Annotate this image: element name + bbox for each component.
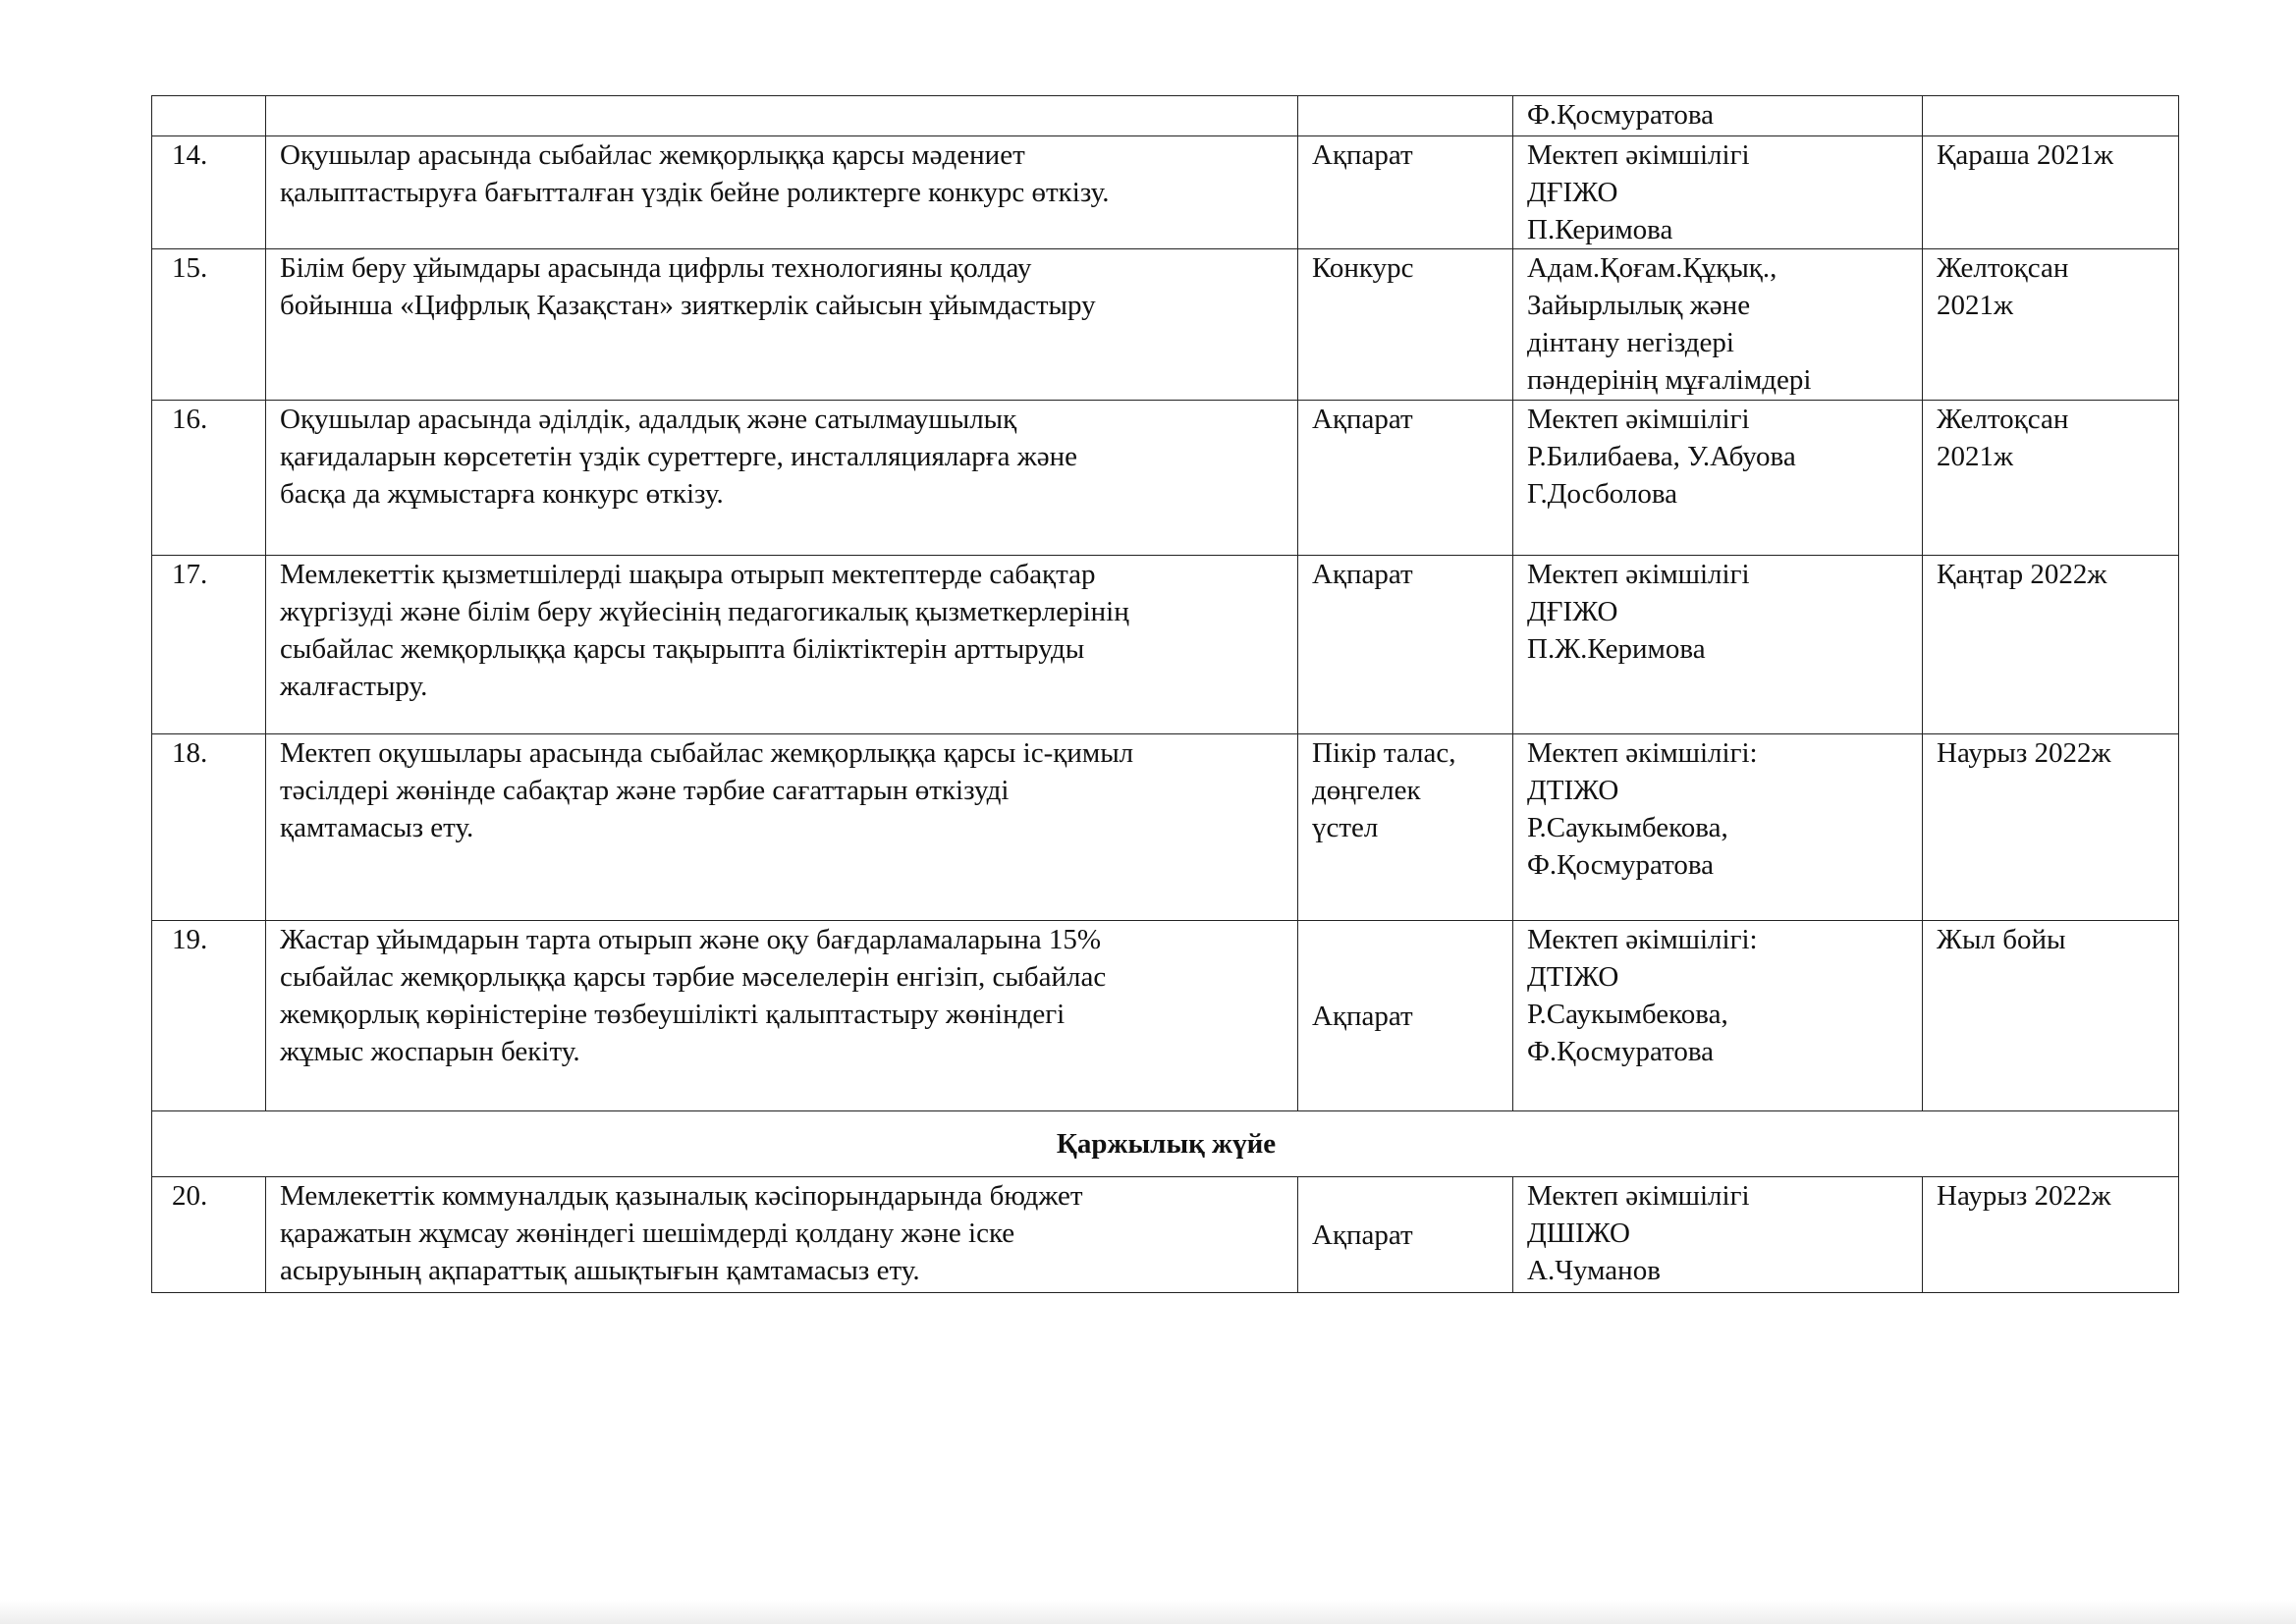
term-cell: Наурыз 2022ж (1923, 734, 2179, 921)
section-title: Қаржылық жүйе (152, 1111, 2179, 1177)
term-cell (1923, 96, 2179, 136)
event-cell: Мектеп оқушылары арасында сыбайлас жемқорлыққа қарсы іс-қимыл тәсілдері жөнінде сабақтар және тәрбие сағаттарын өткізуді қамтамасыз ету. (266, 734, 1298, 921)
table-row (152, 556, 2179, 734)
table-row (152, 96, 2179, 136)
form-cell (1298, 96, 1513, 136)
responsible-cell: Мектеп әкімшілігі ДШІЖО А.Чуманов (1513, 1177, 1923, 1293)
form-cell: Ақпарат (1298, 401, 1513, 556)
responsible-cell: Мектеп әкімшілігі Р.Билибаева, У.Абуова Г.Досболова (1513, 401, 1923, 556)
action-plan-table (151, 95, 2179, 1293)
event-cell: Оқушылар арасында әділдік, адалдық және сатылмаушылық қағидаларын көрсететін үздік суреттерге, инсталляцияларға және басқа да жұмыстарға конкурс өткізу. (266, 401, 1298, 556)
row-number: 19. (152, 921, 266, 1111)
event-cell (266, 96, 1298, 136)
event-cell: Жастар ұйымдарын тарта отырып және оқу бағдарламаларына 15% сыбайлас жемқорлыққа қарсы тәрбие мәселелерін енгізіп, сыбайлас жемқорлық көріністеріне төзбеушілікті қалыптастыру жөніндегі жұмыс жоспарын бекіту. (266, 921, 1298, 1111)
event-cell: Мемлекеттік коммуналдық қазыналық кәсіпорындарында бюджет қаражатын жұмсау жөніндегі шешімдерді қолдану және іске асыруының ақпараттық ашықтығын қамтамасыз ету. (266, 1177, 1298, 1293)
responsible-cell: Адам.Қоғам.Құқық., Зайырлылық және дінтану негіздері пәндерінің мұғалімдері (1513, 249, 1923, 401)
form-cell: Ақпарат (1298, 556, 1513, 734)
term-cell: Қараша 2021ж (1923, 136, 2179, 249)
term-cell: Наурыз 2022ж (1923, 1177, 2179, 1293)
form-cell: Ақпарат (1298, 1177, 1513, 1293)
table-row (152, 401, 2179, 556)
term-cell: Желтоқсан 2021ж (1923, 401, 2179, 556)
row-number: 20. (152, 1177, 266, 1293)
term-cell: Желтоқсан 2021ж (1923, 249, 2179, 401)
form-cell: Конкурс (1298, 249, 1513, 401)
row-number: 18. (152, 734, 266, 921)
scan-edge-shadow (0, 1600, 2296, 1624)
term-cell: Жыл бойы (1923, 921, 2179, 1111)
row-number (152, 96, 266, 136)
term-cell: Қаңтар 2022ж (1923, 556, 2179, 734)
responsible-cell: Мектеп әкімшілігі: ДТІЖО Р.Саукымбекова, Ф.Қосмуратова (1513, 921, 1923, 1111)
event-cell: Оқушылар арасында сыбайлас жемқорлыққа қарсы мәдениет қалыптастыруға бағытталған үздік бейне роликтерге конкурс өткізу. (266, 136, 1298, 249)
table-row (152, 1177, 2179, 1293)
responsible-cell: Ф.Қосмуратова (1513, 96, 1923, 136)
form-cell: Ақпарат (1298, 136, 1513, 249)
table-row (152, 921, 2179, 1111)
event-cell: Білім беру ұйымдары арасында цифрлы технологияны қолдау бойынша «Цифрлық Қазақстан» зияткерлік сайысын ұйымдастыру (266, 249, 1298, 401)
row-number: 17. (152, 556, 266, 734)
table-row (152, 249, 2179, 401)
form-cell: Пікір талас, дөңгелек үстел (1298, 734, 1513, 921)
table-row (152, 734, 2179, 921)
row-number: 14. (152, 136, 266, 249)
form-cell: Ақпарат (1298, 921, 1513, 1111)
row-number: 15. (152, 249, 266, 401)
row-number: 16. (152, 401, 266, 556)
responsible-cell: Мектеп әкімшілігі ДҒІЖО П.Керимова (1513, 136, 1923, 249)
section-header-row (152, 1111, 2179, 1177)
event-cell: Мемлекеттік қызметшілерді шақыра отырып мектептерде сабақтар жүргізуді және білім беру жүйесінің педагогикалық қызметкерлерінің сыбайлас жемқорлыққа қарсы тақырыпта біліктіктерін арттыруды жалғастыру. (266, 556, 1298, 734)
responsible-cell: Мектеп әкімшілігі ДҒІЖО П.Ж.Керимова (1513, 556, 1923, 734)
table-row (152, 136, 2179, 249)
responsible-cell: Мектеп әкімшілігі: ДТІЖО Р.Саукымбекова, Ф.Қосмуратова (1513, 734, 1923, 921)
